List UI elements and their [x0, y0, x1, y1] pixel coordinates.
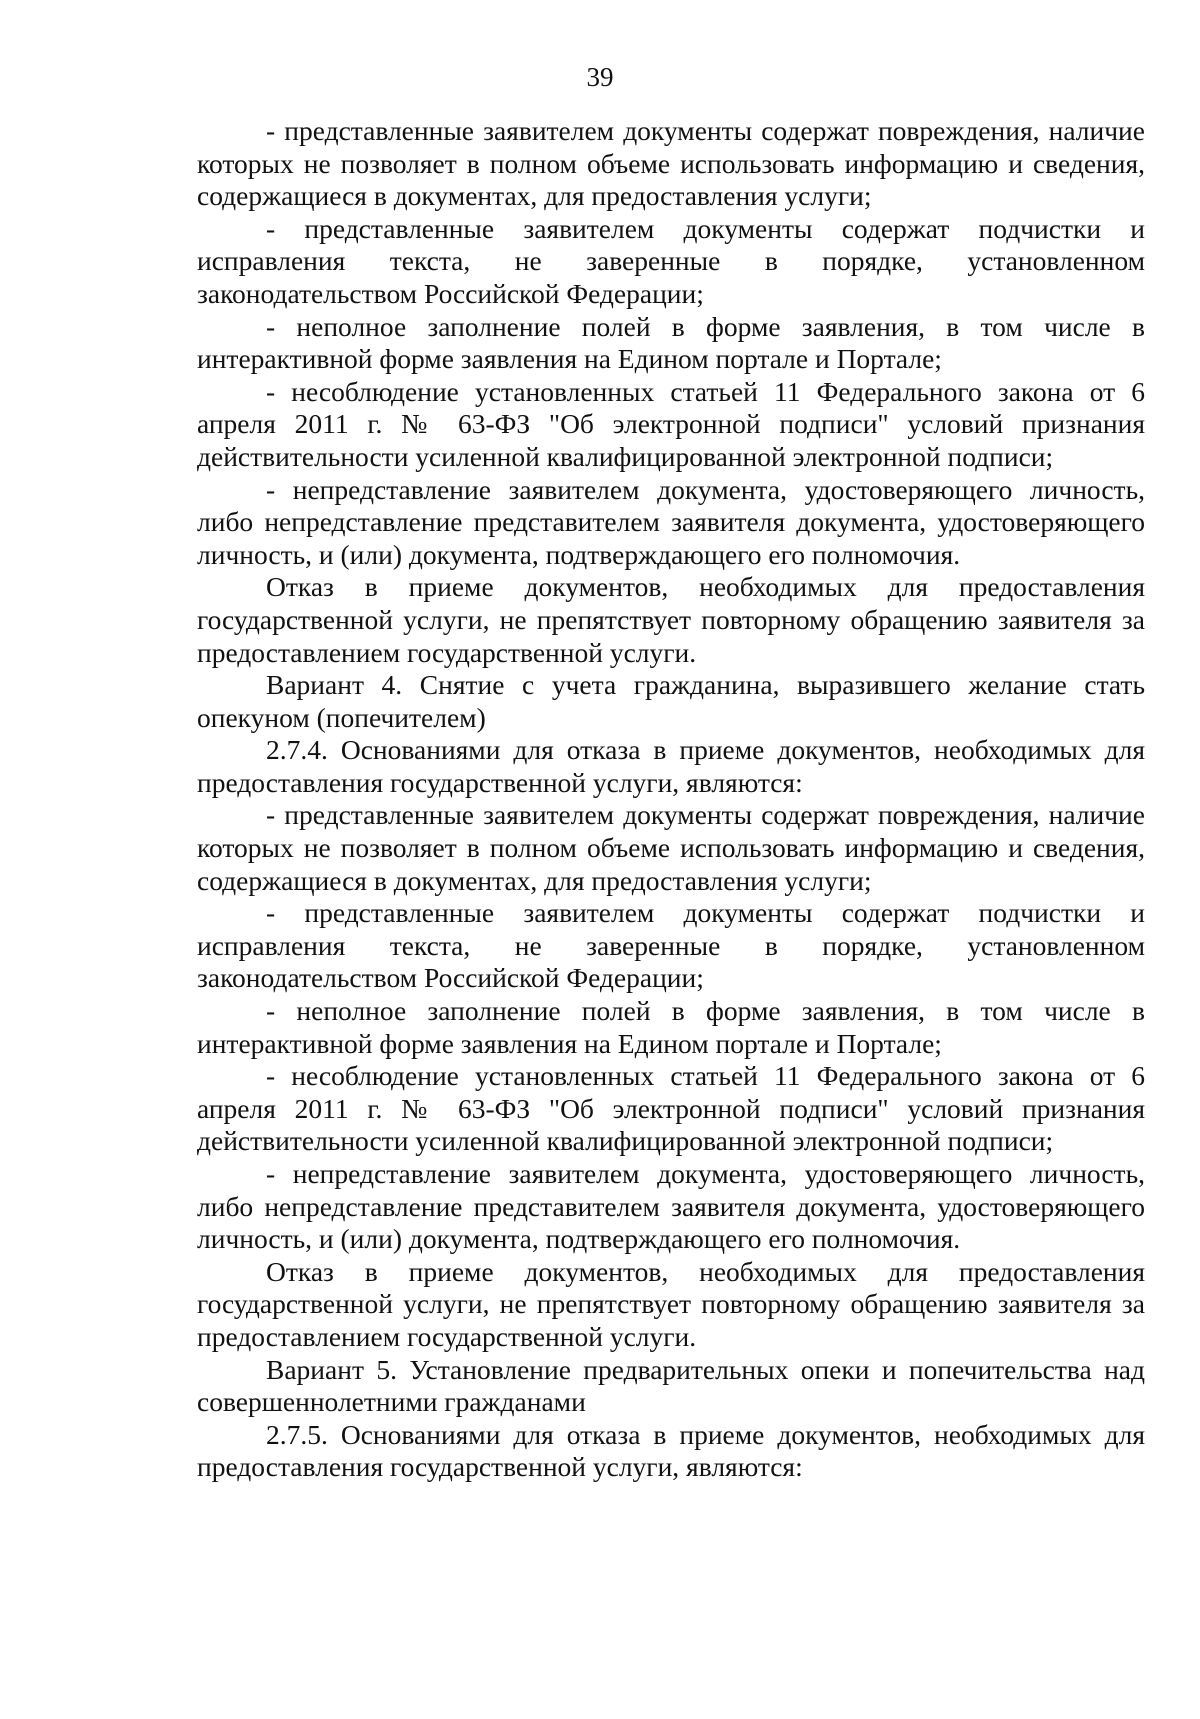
- paragraph-identity-document: - непредставление заявителем документа, удостоверяющего личность, либо непредставление представителем заявителя документа, удостоверяющего личность, и (или) документа, подтверждающего его полномочия.: [197, 1158, 1145, 1255]
- paragraph-damaged-documents: - представленные заявителем документы содержат повреждения, наличие которых не позволяет в полном объеме использовать информацию и сведения, содержащиеся в документах, для предоставления услуги;: [197, 799, 1145, 896]
- paragraph-erasures-corrections: - представленные заявителем документы содержат подчистки и исправления текста, не заверенные в порядке, установленном законодательством Российской Федерации;: [197, 897, 1145, 994]
- paragraph-clause-2-7-5: 2.7.5. Основаниями для отказа в приеме документов, необходимых для предоставления государственной услуги, являются:: [197, 1418, 1145, 1483]
- paragraph-identity-document: - непредставление заявителем документа, удостоверяющего личность, либо непредставление представителем заявителя документа, удостоверяющего личность, и (или) документа, подтверждающего его полномочия.: [197, 473, 1145, 570]
- paragraph-incomplete-form: - неполное заполнение полей в форме заявления, в том числе в интерактивной форме заявления на Едином портале и Портале;: [197, 310, 1145, 375]
- paragraph-clause-2-7-4: 2.7.4. Основаниями для отказа в приеме документов, необходимых для предоставления государственной услуги, являются:: [197, 734, 1145, 798]
- paragraph-variant-4-heading: Вариант 4. Снятие с учета гражданина, выразившего желание стать опекуном (попечителем): [197, 669, 1145, 733]
- page-number: 39: [586, 62, 614, 92]
- paragraph-refusal-note: Отказ в приеме документов, необходимых для предоставления государственной услуги, не препятствует повторному обращению заявителя за предоставлением государственной услуги.: [197, 1255, 1145, 1352]
- paragraph-signature-validity: - несоблюдение установленных статьей 11 Федерального закона от 6 апреля 2011 г. № 63-ФЗ "Об электронной подписи" условий признания действительности усиленной квалифицированной электронной подписи;: [197, 1060, 1145, 1157]
- paragraph-erasures-corrections: - представленные заявителем документы содержат подчистки и исправления текста, не заверенные в порядке, установленном законодательством Российской Федерации;: [197, 212, 1145, 309]
- paragraph-incomplete-form: - неполное заполнение полей в форме заявления, в том числе в интерактивной форме заявления на Едином портале и Портале;: [197, 995, 1145, 1059]
- paragraph-refusal-note: Отказ в приеме документов, необходимых для предоставления государственной услуги, не препятствует повторному обращению заявителя за предоставлением государственной услуги.: [197, 571, 1145, 668]
- paragraph-variant-5-heading: Вариант 5. Установление предварительных опеки и попечительства над совершеннолетними гражданами: [197, 1353, 1145, 1418]
- document-body: [197, 115, 1145, 1484]
- paragraph-signature-validity: - несоблюдение установленных статьей 11 Федерального закона от 6 апреля 2011 г. № 63-ФЗ "Об электронной подписи" условий признания действительности усиленной квалифицированной электронной подписи;: [197, 375, 1145, 472]
- paragraph-damaged-documents: - представленные заявителем документы содержат повреждения, наличие которых не позволяет в полном объеме использовать информацию и сведения, содержащиеся в документах, для предоставления услуги;: [197, 115, 1145, 212]
